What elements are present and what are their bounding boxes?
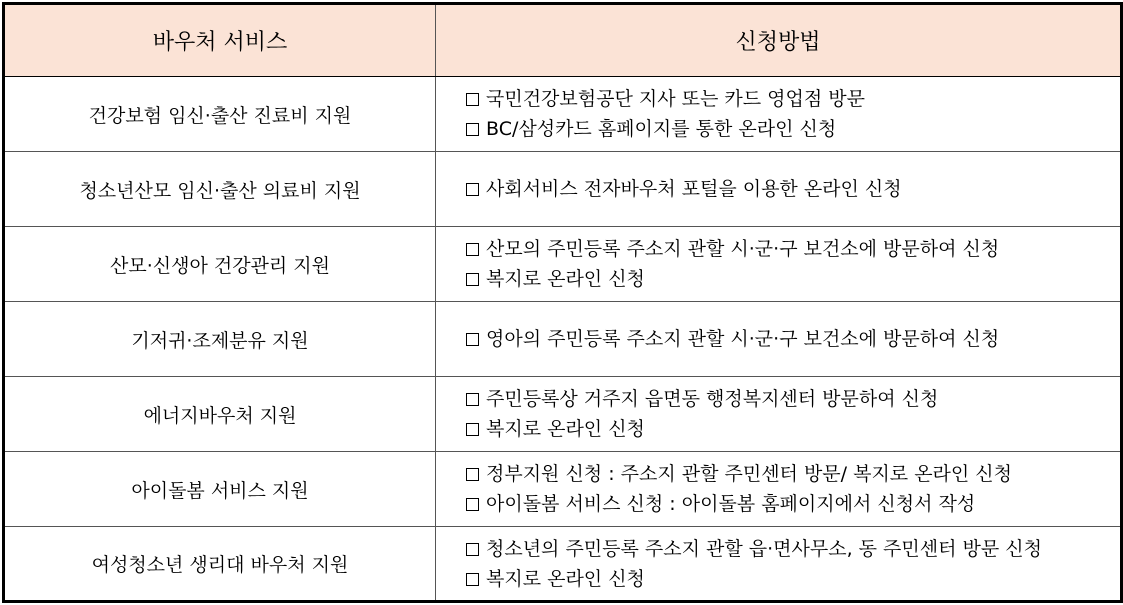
voucher-table — [2, 2, 1123, 603]
header-row — [4, 4, 1122, 77]
table-row — [4, 227, 1122, 302]
method-item — [466, 564, 1120, 594]
header-method: 신청방법 — [436, 4, 1122, 77]
checkbox-icon — [466, 183, 479, 196]
checkbox-icon — [466, 243, 479, 256]
service-cell: 산모·신생아 건강관리 지원 — [4, 227, 436, 302]
method-text: 복지로 온라인 신청 — [486, 268, 645, 290]
checkbox-icon — [466, 333, 479, 346]
method-item — [466, 414, 1120, 444]
method-item — [466, 234, 1120, 264]
method-item — [466, 324, 1120, 354]
method-text: 영아의 주민등록 주소지 관할 시·군·구 보건소에 방문하여 신청 — [486, 328, 1000, 350]
method-item — [466, 84, 1120, 114]
table-row — [4, 77, 1122, 152]
method-text: BC/삼성카드 홈페이지를 통한 온라인 신청 — [486, 118, 837, 140]
checkbox-icon — [466, 423, 479, 436]
method-item — [466, 489, 1120, 519]
table-row — [4, 302, 1122, 377]
method-text: 산모의 주민등록 주소지 관할 시·군·구 보건소에 방문하여 신청 — [486, 238, 1000, 260]
method-item — [466, 459, 1120, 489]
table-row — [4, 152, 1122, 227]
method-item — [466, 264, 1120, 294]
checkbox-icon — [466, 123, 479, 136]
service-cell: 청소년산모 임신·출산 의료비 지원 — [4, 152, 436, 227]
checkbox-icon — [466, 393, 479, 406]
method-cell — [436, 302, 1122, 377]
method-text: 복지로 온라인 신청 — [486, 567, 645, 590]
service-cell: 건강보험 임신·출산 진료비 지원 — [4, 77, 436, 152]
method-text: 사회서비스 전자바우처 포털을 이용한 온라인 신청 — [486, 178, 902, 200]
method-cell — [436, 152, 1122, 227]
method-text: 청소년의 주민등록 주소지 관할 읍·면사무소, 동 주민센터 방문 신청 — [486, 537, 1042, 560]
method-item — [466, 174, 1120, 204]
table-row — [4, 527, 1122, 602]
service-cell: 에너지바우처 지원 — [4, 377, 436, 452]
method-text: 주민등록상 거주지 읍면동 행정복지센터 방문하여 신청 — [486, 388, 939, 410]
method-text: 정부지원 신청 : 주소지 관할 주민센터 방문/ 복지로 온라인 신청 — [486, 463, 1013, 485]
method-text: 국민건강보험공단 지사 또는 카드 영업점 방문 — [486, 88, 865, 110]
method-cell — [436, 527, 1122, 602]
method-item — [466, 384, 1120, 414]
method-item — [466, 114, 1120, 144]
service-cell: 여성청소년 생리대 바우처 지원 — [4, 527, 436, 602]
table-row — [4, 452, 1122, 527]
method-cell — [436, 227, 1122, 302]
method-text: 복지로 온라인 신청 — [486, 418, 645, 440]
method-cell — [436, 452, 1122, 527]
checkbox-icon — [466, 93, 479, 106]
checkbox-icon — [466, 573, 479, 586]
header-service: 바우처 서비스 — [4, 4, 436, 77]
checkbox-icon — [466, 543, 479, 556]
checkbox-icon — [466, 273, 479, 286]
checkbox-icon — [466, 468, 479, 481]
method-text: 아이돌봄 서비스 신청 : 아이돌봄 홈페이지에서 신청서 작성 — [486, 493, 976, 515]
service-cell: 기저귀·조제분유 지원 — [4, 302, 436, 377]
service-cell: 아이돌봄 서비스 지원 — [4, 452, 436, 527]
method-item — [466, 534, 1120, 564]
method-cell — [436, 77, 1122, 152]
method-cell — [436, 377, 1122, 452]
table-row — [4, 377, 1122, 452]
checkbox-icon — [466, 498, 479, 511]
